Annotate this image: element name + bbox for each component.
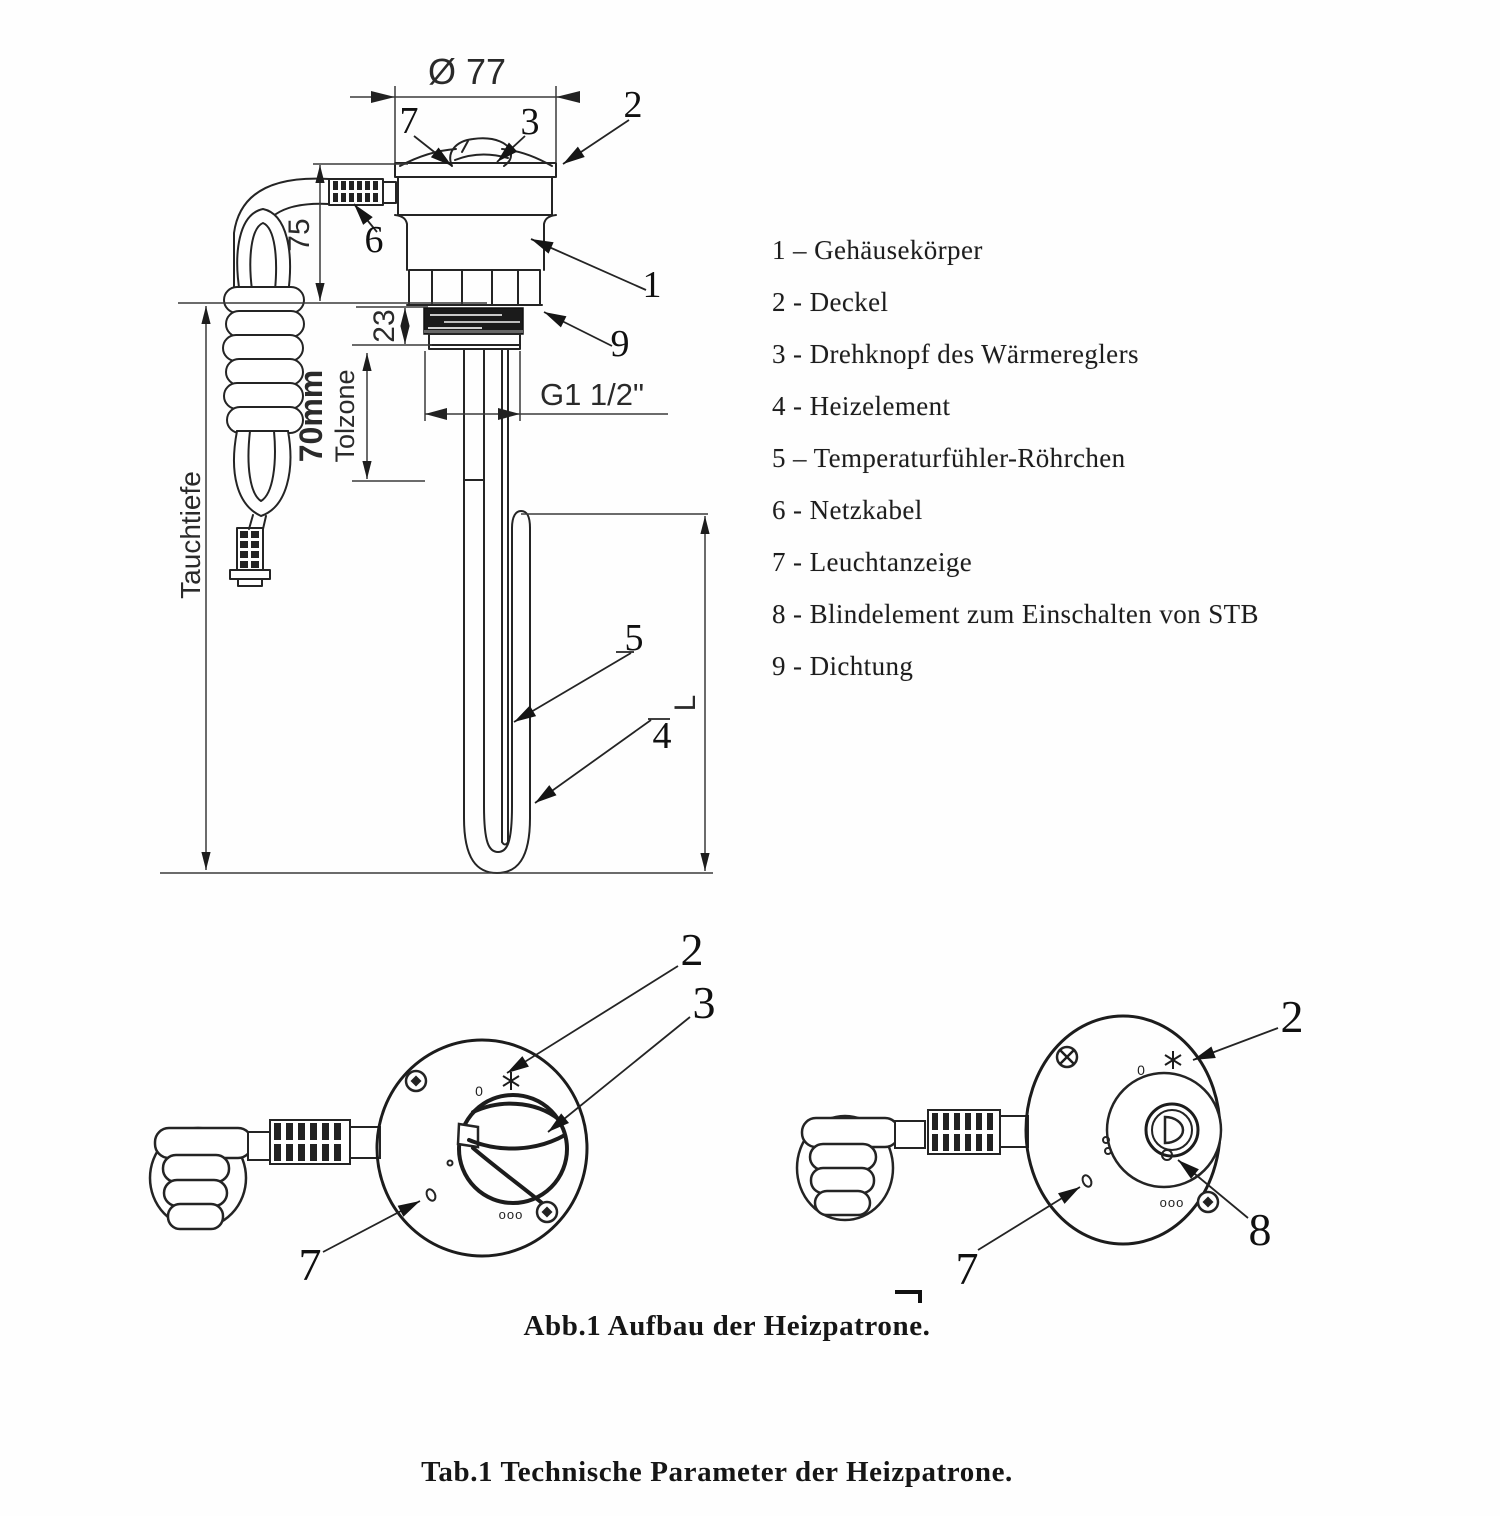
knob-recess xyxy=(1107,1073,1221,1187)
cable-coil xyxy=(223,287,304,433)
plug-end xyxy=(230,528,270,586)
callout-8-right-view: 8 xyxy=(1248,1204,1272,1255)
dial-mark-dots-right: ooo xyxy=(1159,1195,1185,1210)
callout-1-main: 1 xyxy=(642,264,662,306)
frost-symbol-left xyxy=(503,1072,519,1090)
dial-mark-dot-left xyxy=(448,1161,453,1166)
strain-relief-right-view xyxy=(928,1110,1028,1154)
legend-item-5: 5 – Temperaturfühler-Röhrchen xyxy=(772,443,1126,473)
callout-7-right-view: 7 xyxy=(955,1243,979,1294)
callout-7-left-view: 7 xyxy=(298,1239,322,1290)
table-caption: Tab.1 Technische Parameter der Heizpatrone. xyxy=(421,1456,1013,1488)
screw-top-left-right-view xyxy=(1057,1047,1077,1067)
callout-4-main: 4 xyxy=(652,715,672,757)
callout-3-main: 3 xyxy=(520,101,540,143)
housing-body xyxy=(395,215,556,305)
dim-label-75: 75 xyxy=(283,218,316,252)
screw-bottom-right-right-view xyxy=(1198,1192,1218,1212)
cap-circle-left xyxy=(377,1040,587,1256)
callout-5-main: 5 xyxy=(624,617,644,659)
thermostat-knob xyxy=(458,1095,567,1203)
legend-item-9: 9 - Dichtung xyxy=(772,651,914,681)
led-indicator-right xyxy=(1081,1174,1093,1188)
plug-left-view xyxy=(150,1128,270,1229)
dim-label-thread-size: G1 1/2" xyxy=(539,377,645,412)
screw-top-left xyxy=(406,1071,426,1091)
legend-item-3: 3 - Drehknopf des Wärmereglers xyxy=(772,339,1139,369)
dim-label-tauchtiefe: Tauchtiefe xyxy=(175,471,206,599)
top-view-with-knob xyxy=(150,924,716,1290)
dial-mark-zero-right: 0 xyxy=(1137,1062,1145,1078)
thread-gland xyxy=(424,308,523,349)
left-view-callouts xyxy=(299,924,716,1290)
callout-3-left-view: 3 xyxy=(692,977,716,1028)
dimension-thread-size xyxy=(425,351,668,421)
legend-item-2: 2 - Deckel xyxy=(772,287,889,317)
screw-bottom-right xyxy=(537,1202,557,1222)
dial-mark-oo-right-b xyxy=(1105,1148,1111,1154)
dial-mark-dots-left: ooo xyxy=(498,1207,524,1222)
top-view-without-knob xyxy=(797,991,1304,1294)
callout-9-main: 9 xyxy=(610,323,630,365)
legend-item-1: 1 – Gehäusekörper xyxy=(772,235,983,265)
dim-label-tolzone: Tolzone xyxy=(330,369,360,463)
dimension-length-L xyxy=(669,516,705,871)
parts-legend xyxy=(772,224,1259,692)
callout-2-right-view: 2 xyxy=(1280,991,1304,1042)
dim-label-70mm: 70mm xyxy=(293,369,329,463)
legend-item-7: 7 - Leuchtanzeige xyxy=(772,547,973,577)
dimension-tauchtiefe xyxy=(175,306,206,870)
dim-label-23: 23 xyxy=(368,309,401,343)
scan-artifact xyxy=(895,1292,920,1303)
frost-symbol-right xyxy=(1165,1051,1181,1069)
main-section-view xyxy=(160,51,713,873)
dimension-23 xyxy=(352,307,432,345)
legend-item-4: 4 - Heizelement xyxy=(772,391,951,421)
callout-7-main: 7 xyxy=(399,100,419,142)
cap-body xyxy=(395,163,556,215)
dial-mark-zero-left: 0 xyxy=(475,1083,483,1099)
figure-caption: Abb.1 Aufbau der Heizpatrone. xyxy=(523,1310,931,1342)
legend-item-8: 8 - Blindelement zum Einschalten von STB xyxy=(772,599,1259,629)
dimension-tolzone xyxy=(293,353,425,481)
led-indicator-left xyxy=(425,1188,437,1202)
dim-label-L: L xyxy=(669,694,702,712)
strain-relief-ribs xyxy=(333,181,378,202)
strain-relief-left-view xyxy=(270,1120,380,1164)
legend-item-6: 6 - Netzkabel xyxy=(772,495,923,525)
callout-2-main: 2 xyxy=(623,84,643,126)
callout-6-main: 6 xyxy=(364,219,384,261)
dial-mark-oo-right-a xyxy=(1103,1137,1109,1143)
dim-label-diameter: Ø 77 xyxy=(427,51,507,92)
callout-2-left-view: 2 xyxy=(680,924,704,975)
plug-right-view xyxy=(797,1116,925,1220)
heating-element-tubes xyxy=(464,349,530,873)
